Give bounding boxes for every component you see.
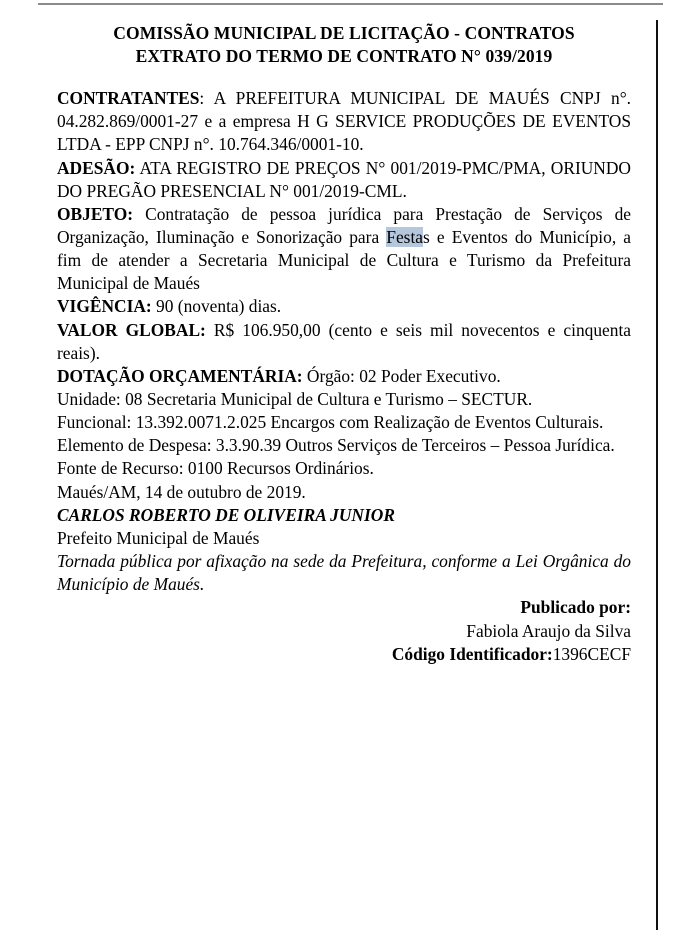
published-by-label: Publicado por: (520, 597, 631, 618)
section-vigencia (57, 295, 631, 318)
publisher-name: Fabiola Araujo da Silva (466, 620, 631, 641)
section-dotacao-line-5: Fonte de Recurso: 0100 Recursos Ordinários. (57, 458, 374, 479)
section-contratantes-label: CONTRATANTES (57, 88, 200, 109)
heading-line-2: EXTRATO DO TERMO DE CONTRATO N° 039/2019 (135, 46, 553, 67)
section-contratantes (57, 87, 631, 156)
section-contratantes-text: A PREFEITURA MUNICIPAL DE MAUÉS CNPJ n°. 04.282.869/0001-27 e a empresa H G SERVICE PRODUÇÕES DE EVENTOS LTDA - EPP CNPJ n°. 10.764.346/0001-10. (57, 88, 631, 155)
section-contratantes-colon: : (199, 88, 205, 109)
section-dotacao-line-1 (57, 365, 631, 388)
section-adesao (57, 157, 631, 203)
signatory-name: CARLOS ROBERTO DE OLIVEIRA JUNIOR (57, 504, 395, 525)
signatory-role: Prefeito Municipal de Maués (57, 527, 260, 548)
section-dotacao-line-2: Unidade: 08 Secretaria Municipal de Cultura e Turismo – SECTUR. (57, 389, 533, 410)
section-valor-global-text: R$ 106.950,00 (cento e seis mil novecentos e cinquenta reais). (57, 319, 631, 363)
section-objeto (57, 203, 631, 296)
publication-footer (57, 596, 631, 666)
column-separator-rule (656, 20, 658, 930)
section-dotacao-line-3: Funcional: 13.392.0071.2.025 Encargos com Realização de Eventos Culturais. (57, 412, 604, 433)
text-selection-highlight[interactable]: Festa (386, 227, 423, 248)
section-valor-global-label: VALOR GLOBAL: (57, 319, 206, 340)
section-vigencia-text: 90 (noventa) dias. (151, 296, 282, 317)
document-heading (57, 22, 631, 68)
section-objeto-label: OBJETO: (57, 203, 134, 224)
place-and-date: Maués/AM, 14 de outubro de 2019. (57, 481, 306, 502)
section-dotacao-line-4: Elemento de Despesa: 3.3.90.39 Outros Serviços de Terceiros – Pessoa Jurídica. (57, 435, 615, 456)
section-dotacao-orgao: Órgão: 02 Poder Executivo. (302, 365, 501, 386)
document-content (57, 22, 631, 667)
section-dotacao-label: DOTAÇÃO ORÇAMENTÁRIA: (57, 365, 303, 386)
section-vigencia-label: VIGÊNCIA: (57, 296, 152, 317)
publication-note: Tornada pública por afixação na sede da Prefeitura, conforme a Lei Orgânica do Município de Maués. (57, 551, 631, 595)
section-adesao-text: ATA REGISTRO DE PREÇOS N° 001/2019-PMC/PMA, ORIUNDO DO PREGÃO PRESENCIAL N° 001/2019-CML. (57, 157, 631, 201)
section-adesao-label: ADESÃO: (57, 157, 136, 178)
heading-line-1: COMISSÃO MUNICIPAL DE LICITAÇÃO - CONTRATOS (113, 23, 575, 43)
identifier-value: 1396CECF (552, 644, 631, 665)
section-objeto-text-before: Contratação de pessoa jurídica para Prestação de Serviços de Organização, Iluminação e Sonorização para (57, 203, 631, 248)
section-valor-global (57, 319, 631, 365)
top-horizontal-rule (38, 3, 663, 5)
section-objeto-text-after: s e Eventos do Município, a fim de atender a Secretaria Municipal de Cultura e Turismo da Prefeitura Municipal de Maués (57, 227, 631, 294)
identifier-label: Código Identificador: (391, 644, 553, 665)
